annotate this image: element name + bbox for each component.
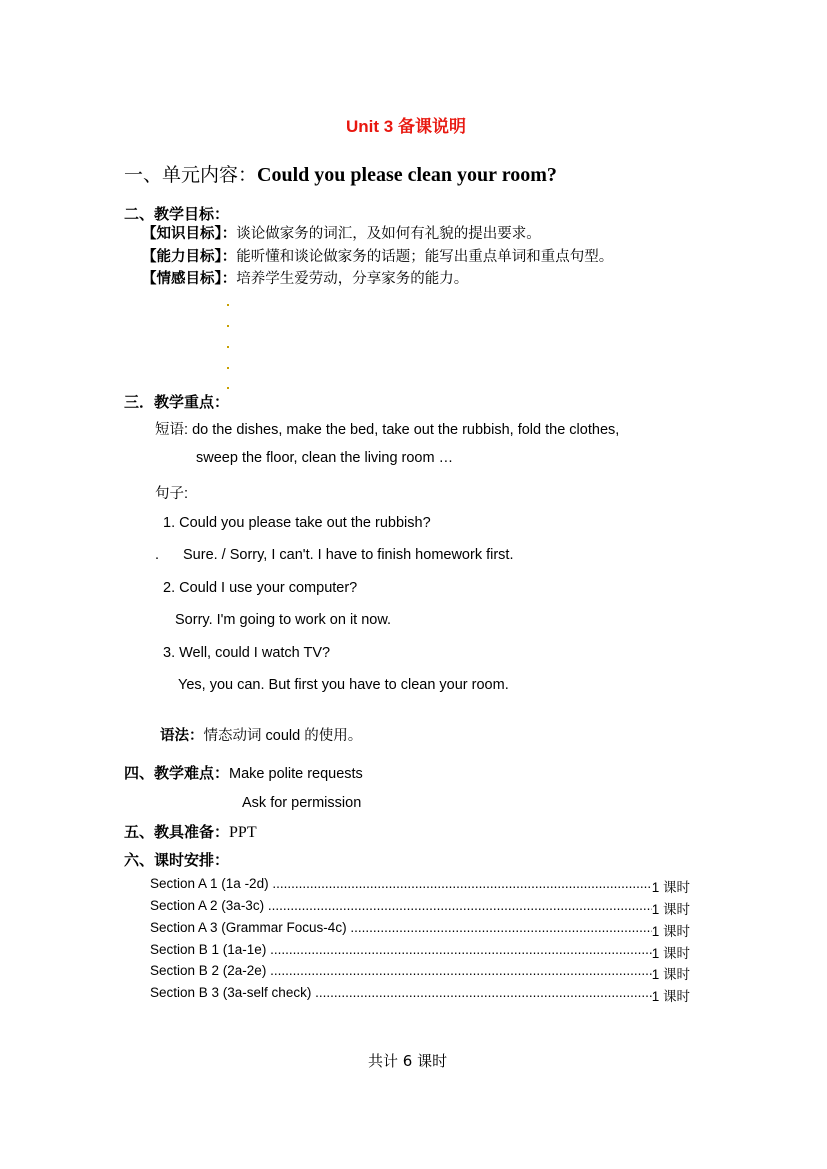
schedule-heading: 六、课时安排： [124, 851, 230, 869]
sentences-label: 句子: [155, 486, 189, 502]
unit-question: Could you please clean your room? [257, 164, 557, 186]
sentence-3-answer: Yes, you can. But first you have to clean your room. [178, 677, 509, 693]
sentence-3: 3. Well, could I watch TV? [163, 645, 331, 661]
phrases-text: do the dishes, make the bed, take out the rubbish, fold the clothes, [192, 422, 620, 438]
schedule-item [150, 876, 690, 896]
sentence-2-answer: Sorry. I'm going to work on it now. [175, 612, 392, 628]
schedule-item-time: 1 课时 [651, 989, 690, 1004]
grammar-label: 语法： [160, 728, 204, 744]
schedule-item-label: Section A 2 (3a-3c) ..... [150, 898, 652, 918]
stray-period: . [155, 547, 160, 563]
goal-label: 【能力目标】： [142, 249, 237, 265]
stray-mark [227, 304, 229, 306]
goal-text: 培养学生爱劳动，分享家务的能力。 [236, 271, 469, 287]
sentence-1: 1. Could you please take out the rubbish? [163, 515, 431, 531]
sentence-2: 2. Could I use your computer? [163, 580, 358, 596]
difficulties-line [124, 762, 363, 783]
schedule-item-label: Section B 2 (2a-2e) ..... [150, 963, 652, 983]
schedule-item-label: Section A 3 (Grammar Focus-4c) ..... [150, 920, 652, 940]
schedule-item-label: Section A 1 (1a -2d) ..... [150, 876, 652, 896]
stray-mark [227, 387, 229, 389]
stray-mark [227, 367, 229, 369]
section-label: 单元内容： [162, 164, 258, 186]
schedule-item-time: 1 课时 [651, 946, 690, 961]
phrases-line-2: sweep the floor, clean the living room … [196, 450, 454, 466]
schedule-item-time: 1 课时 [651, 967, 690, 982]
difficulty-2: Ask for permission [242, 795, 362, 811]
stray-mark [227, 346, 229, 348]
goal-ability [142, 245, 613, 266]
goal-text: 能听懂和谈论做家务的话题；能写出重点单词和重点句型。 [236, 249, 614, 265]
page-title: Unit 3 备课说明 [346, 117, 466, 136]
difficulty-1: Make polite requests [229, 766, 363, 782]
schedule-item [150, 942, 690, 962]
schedule-item-time: 1 课时 [651, 902, 690, 917]
sentence-1-answer: Sure. / Sorry, I can't. I have to finish homework first. [183, 547, 514, 563]
phrases-line-1 [155, 418, 619, 439]
schedule-item-time: 1 课时 [651, 880, 690, 895]
schedule-item [150, 985, 690, 1005]
goal-label: 【知识目标】： [142, 226, 237, 242]
key-points-heading: 三．教学重点： [124, 393, 230, 411]
stray-mark [227, 325, 229, 327]
total-hours-footer: 共计 6 课时 [368, 1052, 448, 1070]
goal-label: 【情感目标】： [142, 271, 237, 287]
section-unit-content [124, 160, 557, 187]
schedule-item-time: 1 课时 [651, 924, 690, 939]
materials-content: PPT [229, 824, 257, 841]
materials-line [124, 821, 257, 842]
schedule-item [150, 963, 690, 983]
grammar-line [160, 724, 362, 745]
schedule-item-label: Section B 3 (3a-self check) ..... [150, 985, 652, 1005]
schedule-item-label: Section B 1 (1a-1e) ..... [150, 942, 652, 962]
grammar-text: 情态动词 could 的使用。 [203, 728, 363, 744]
goal-text: 谈论做家务的词汇，及如何有礼貌的提出要求。 [236, 226, 541, 242]
teaching-goals-heading: 二、教学目标： [124, 205, 230, 223]
phrases-label: 短语: [155, 422, 193, 438]
materials-heading: 五、教具准备： [124, 823, 230, 841]
goal-knowledge [142, 222, 541, 243]
schedule-item [150, 920, 690, 940]
goal-emotion [142, 267, 468, 288]
difficulties-heading: 四、教学难点： [124, 764, 230, 782]
section-number: 一、 [124, 164, 163, 186]
schedule-item [150, 898, 690, 918]
